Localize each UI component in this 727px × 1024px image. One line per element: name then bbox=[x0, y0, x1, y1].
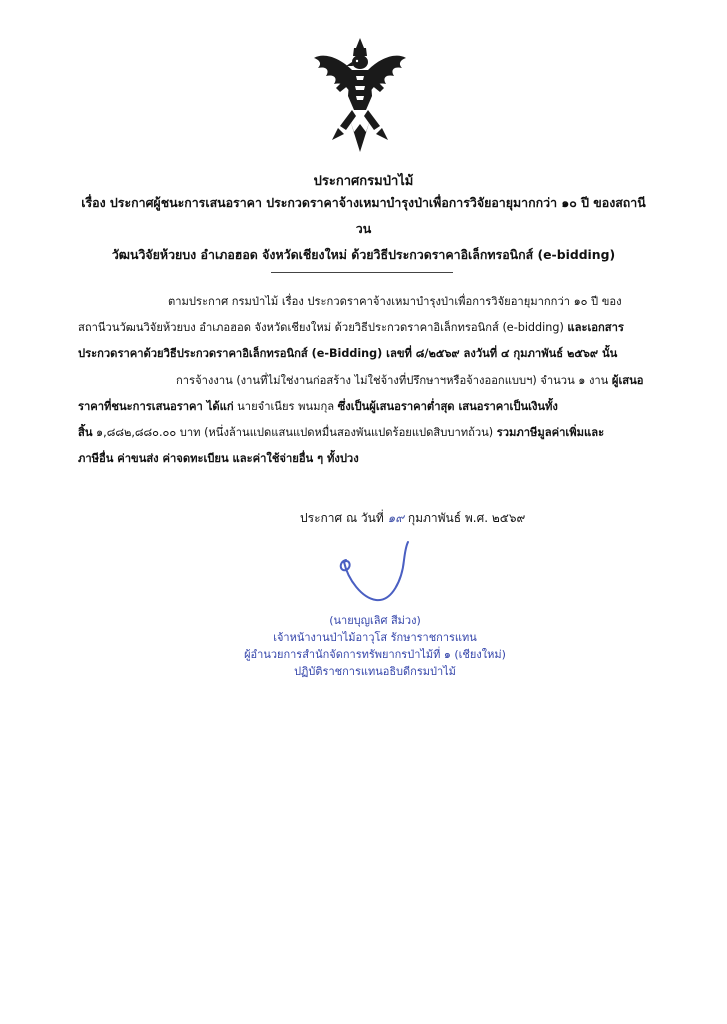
body-line-4 bbox=[176, 371, 643, 389]
winner-label: ราคาที่ชนะการเสนอราคา ได้แก่ bbox=[78, 400, 234, 413]
subject-line-2: วัฒนวิจัยห้วยบง อำเภอฮอด จังหวัดเชียงใหม่ ด้วยวิธีประกวดราคาอิเล็กทรอนิกส์ (e-bidding) bbox=[111, 247, 616, 262]
winner-detail: ซึ่งเป็นผู้เสนอราคาต่ำสุด เสนอราคาเป็นเงินทั้ง bbox=[337, 400, 558, 413]
signer-name: (นายบุญเลิศ สีม่วง) bbox=[329, 614, 421, 627]
document-title: ประกาศกรมป่าไม้ bbox=[313, 174, 414, 189]
date-month-year: กุมภาพันธ์ พ.ศ. ๒๕๖๙ bbox=[407, 511, 526, 525]
winner-name: นายจำเนียร พนมกุล bbox=[237, 400, 335, 413]
subject-line-1: เรื่อง ประกาศผู้ชนะการเสนอราคา ประกวดราคาจ้างเหมาบำรุงป่าเพื่อการวิจัยอายุมากกว่า ๑๐ ปี ของสถานีวน bbox=[81, 195, 646, 236]
date-prefix: ประกาศ ณ วันที่ bbox=[300, 511, 384, 525]
body-line-2 bbox=[78, 318, 624, 336]
body-line-2-text: สถานีวนวัฒนวิจัยห้วยบง อำเภอฮอด จังหวัดเชียงใหม่ ด้วยวิธีประกวดราคาอิเล็กทรอนิกส์ (e-bidding) bbox=[78, 321, 564, 334]
divider-line bbox=[271, 272, 453, 273]
body-line-4-bold: ผู้เสนอ bbox=[611, 374, 644, 387]
subject-heading bbox=[80, 190, 647, 268]
date-day: ๑๙ bbox=[387, 511, 404, 525]
signer-block bbox=[210, 612, 540, 680]
body-line-2-bold: และเอกสาร bbox=[567, 321, 624, 334]
signer-position-2: ผู้อำนวยการสำนักจัดการทรัพยากรป่าไม้ที่ ๑ (เชียงใหม่) bbox=[244, 648, 506, 661]
announcement-date bbox=[300, 509, 525, 528]
signer-position-3: ปฏิบัติราชการแทนอธิบดีกรมป่าไม้ bbox=[294, 665, 456, 678]
body-line-6 bbox=[78, 423, 604, 441]
body-line-1: ตามประกาศ กรมป่าไม้ เรื่อง ประกวดราคาจ้างเหมาบำรุงป่าเพื่อการวิจัยอายุมากกว่า ๑๐ ปี ของ bbox=[168, 295, 622, 308]
signer-position-1: เจ้าหน้างานป่าไม้อาวุโส รักษาราชการแทน bbox=[273, 631, 477, 644]
amount-value: ๑,๘๘๒,๘๘๐.๐๐ บาท (หนึ่งล้านแปดแสนแปดหมื่นสองพันแปดร้อยแปดสิบบาทถ้วน) bbox=[96, 426, 494, 439]
body-line-4-text: การจ้างงาน (งานที่ไม่ใช่งานก่อสร้าง ไม่ใช่จ้างที่ปรึกษาฯหรือจ้างออกแบบฯ) จำนวน ๑ งาน bbox=[176, 374, 609, 387]
body-line-3: ประกวดราคาด้วยวิธีประกวดราคาอิเล็กทรอนิกส์ (e-Bidding) เลขที่ ๘/๒๕๖๙ ลงวันที่ ๔ กุมภาพันธ์ ๒๕๖๙ นั้น bbox=[78, 347, 618, 360]
handwritten-signature bbox=[332, 540, 432, 610]
body-line-7: ภาษีอื่น ค่าขนส่ง ค่าจดทะเบียน และค่าใช้จ่ายอื่น ๆ ทั้งปวง bbox=[78, 452, 359, 465]
amount-label: สิ้น bbox=[78, 426, 93, 439]
amount-tax-note: รวมภาษีมูลค่าเพิ่มและ bbox=[496, 426, 605, 439]
garuda-emblem-icon bbox=[310, 36, 410, 154]
body-line-5 bbox=[78, 397, 558, 415]
